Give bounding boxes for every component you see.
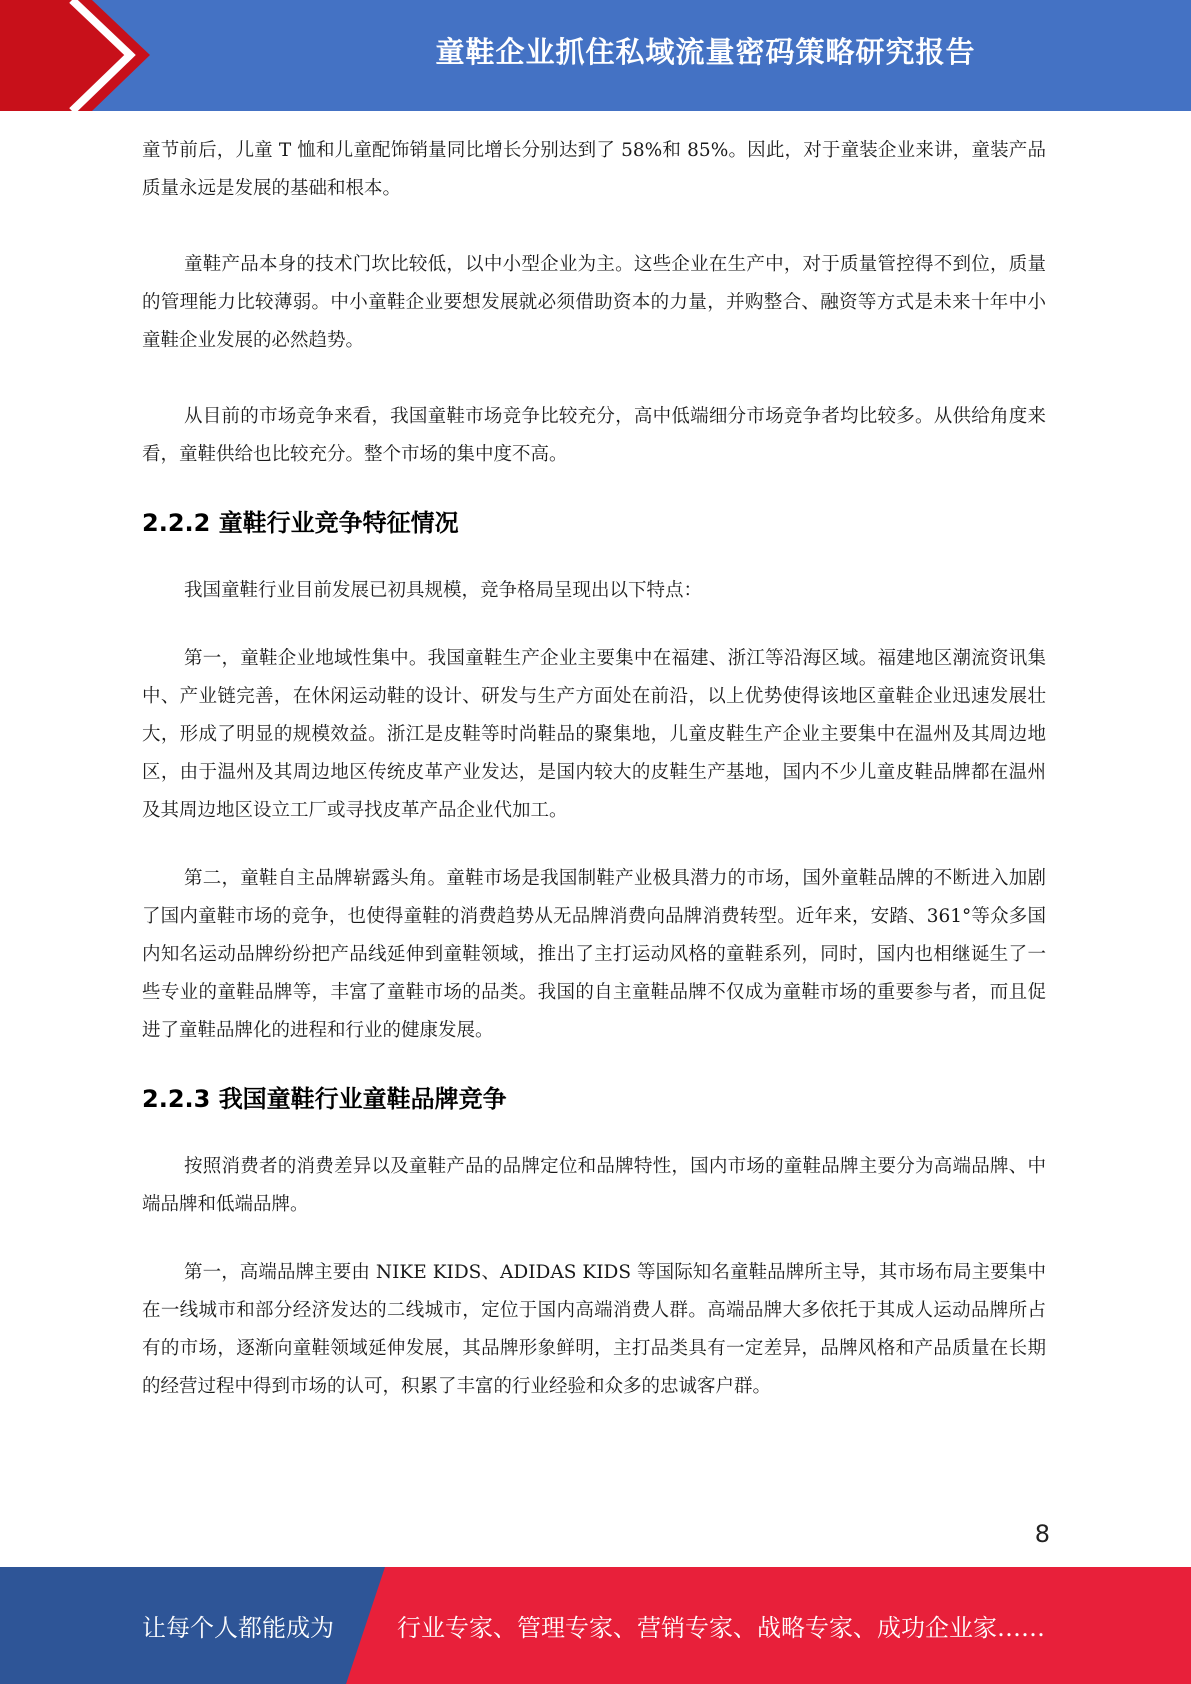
section-heading: 2.2.2 童鞋行业竞争特征情况 [142,509,459,537]
paragraph: 我国童鞋行业目前发展已初具规模，竞争格局呈现出以下特点： [184,580,703,601]
page-number: 8 [1034,1520,1050,1548]
paragraph: 童节前后，儿童 T 恤和儿童配饰销量同比增长分别达到了 58%和 85%。因此，对于童装企业来讲，童装产品质量永远是发展的基础和根本。 [142,140,1046,199]
page-header [0,0,1191,111]
paragraph: 第二，童鞋自主品牌崭露头角。童鞋市场是我国制鞋产业极具潜力的市场，国外童鞋品牌的不断进入加剧了国内童鞋市场的竞争，也使得童鞋的消费趋势从无品牌消费向品牌消费转型。近年来，安踏、361°等众多国内知名运动品牌纷纷把产品线延伸到童鞋领域，推出了主打运动风格的童鞋系列，同时，国内也相继诞生了一些专业的童鞋品牌等，丰富了童鞋市场的品类。我国的自主童鞋品牌不仅成为童鞋市场的重要参与者，而且促进了童鞋品牌化的进程和行业的健康发展。 [142,868,1046,1041]
paragraph: 第一，童鞋企业地域性集中。我国童鞋生产企业主要集中在福建、浙江等沿海区域。福建地区潮流资讯集中、产业链完善，在休闲运动鞋的设计、研发与生产方面处在前沿，以上优势使得该地区童鞋企业迅速发展壮大，形成了明显的规模效益。浙江是皮鞋等时尚鞋品的聚集地，儿童皮鞋生产企业主要集中在温州及其周边地区，由于温州及其周边地区传统皮革产业发达，是国内较大的皮鞋生产基地，国内不少儿童皮鞋品牌都在温州及其周边地区设立工厂或寻找皮革产品企业代加工。 [142,648,1046,821]
paragraph: 第一，高端品牌主要由 NIKE KIDS、ADIDAS KIDS 等国际知名童鞋品牌所主导，其市场布局主要集中在一线城市和部分经济发达的二线城市，定位于国内高端消费人群。高端品牌大多依托于其成人运动品牌所占有的市场，逐渐向童鞋领域延伸发展，其品牌形象鲜明，主打品类具有一定差异，品牌风格和产品质量在长期的经营过程中得到市场的认可，积累了丰富的行业经验和众多的忠诚客户群。 [142,1262,1046,1397]
paragraph: 从目前的市场竞争来看，我国童鞋市场竞争比较充分，高中低端细分市场竞争者均比较多。从供给角度来看，童鞋供给也比较充分。整个市场的集中度不高。 [142,406,1046,465]
main-content [142,132,1046,1406]
page-footer [0,1567,1191,1684]
section-heading: 2.2.3 我国童鞋行业童鞋品牌竞争 [142,1085,507,1113]
footer-slogan-right: 行业专家、管理专家、营销专家、战略专家、成功企业家…… [397,1614,1045,1642]
report-title: 童鞋企业抓住私域流量密码策略研究报告 [435,34,976,69]
paragraph: 童鞋产品本身的技术门坎比较低，以中小型企业为主。这些企业在生产中，对于质量管控得不到位，质量的管理能力比较薄弱。中小童鞋企业要想发展就必须借助资本的力量，并购整合、融资等方式是未来十年中小童鞋企业发展的必然趋势。 [142,254,1046,351]
footer-slogan-left: 让每个人都能成为 [142,1614,334,1642]
paragraph: 按照消费者的消费差异以及童鞋产品的品牌定位和品牌特性，国内市场的童鞋品牌主要分为高端品牌、中端品牌和低端品牌。 [142,1156,1046,1215]
